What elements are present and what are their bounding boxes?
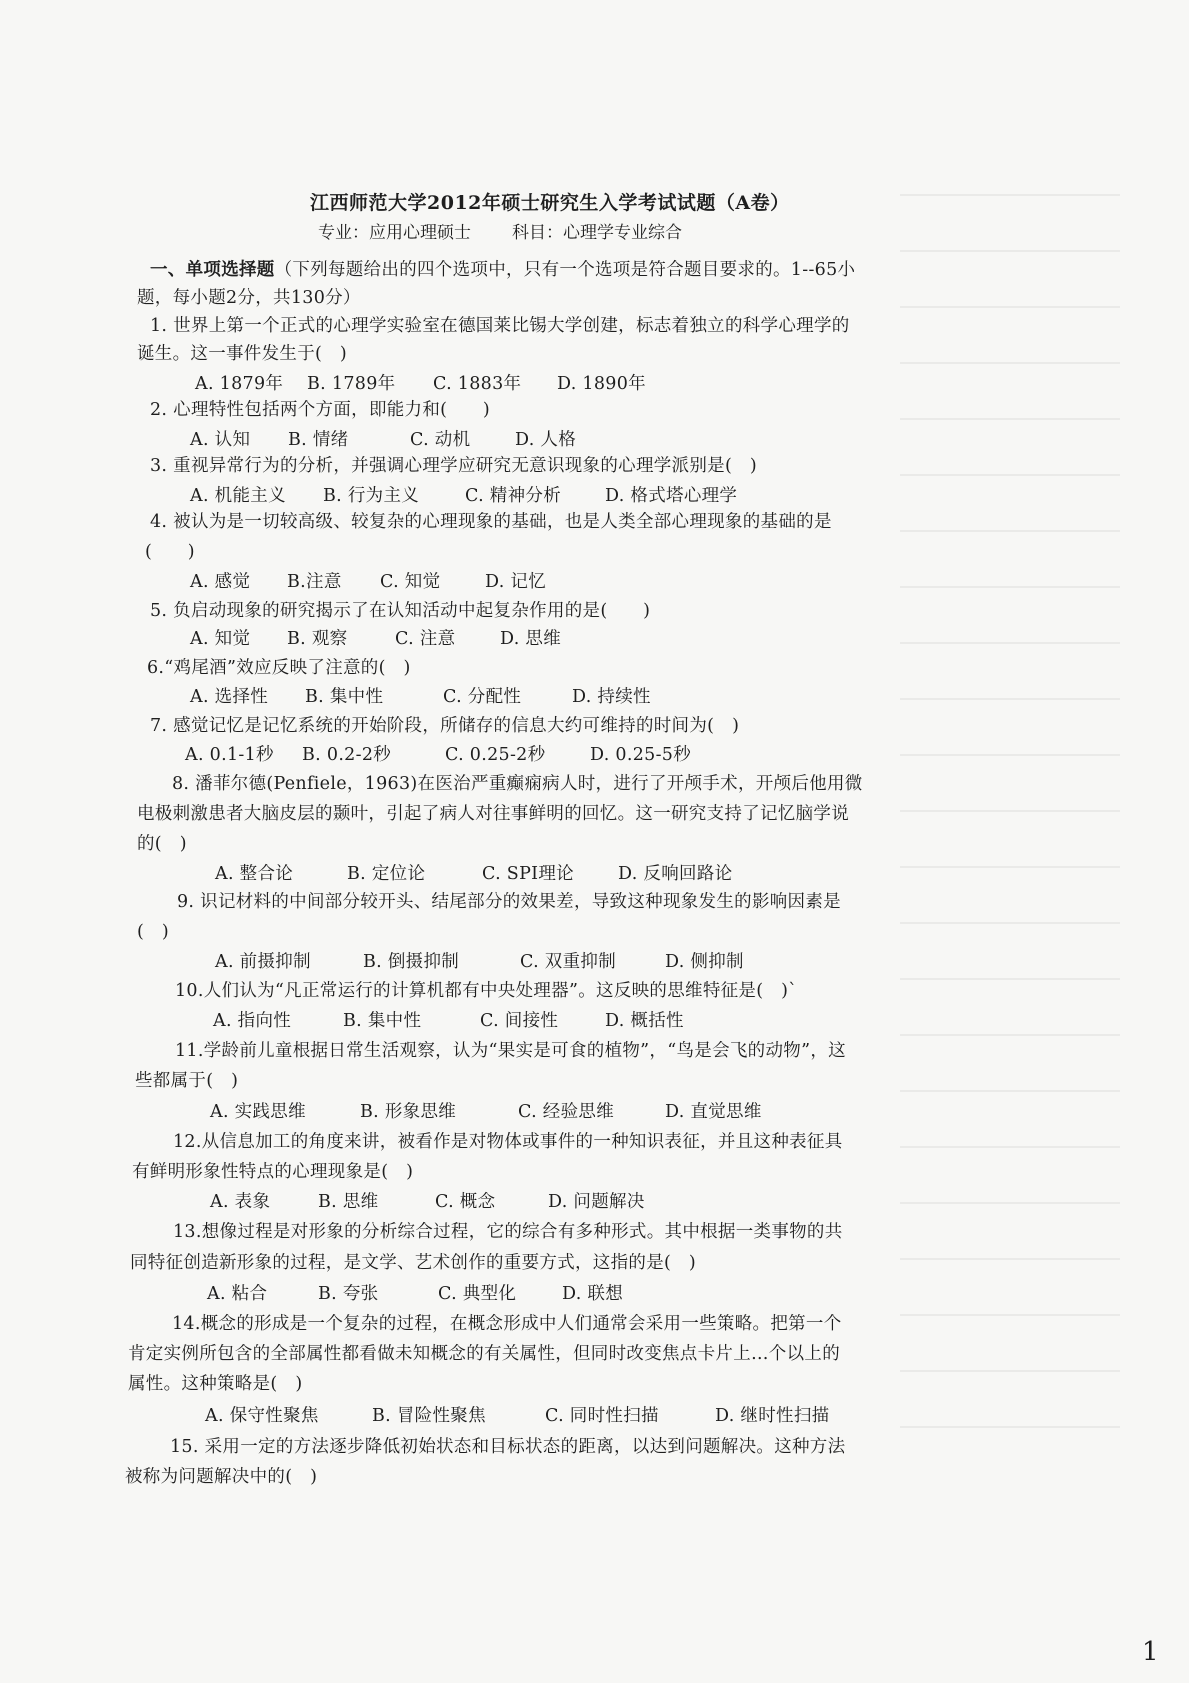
question-line: 7. 感觉记忆是记忆系统的开始阶段，所储存的信息大约可维持的时间为( ) [150, 716, 740, 736]
option-a: A. 感觉 [190, 572, 251, 592]
question-line: 9. 识记材料的中间部分较开头、结尾部分的效果差，导致这种现象发生的影响因素是 [177, 892, 841, 912]
question-line: 电极刺激患者大脑皮层的颞叶，引起了病人对往事鲜明的回忆。这一研究支持了记忆脑学说 [137, 804, 849, 824]
option-d: D. 0.25-5秒 [590, 745, 692, 765]
subject-label: 科目：心理学专业综合 [512, 223, 682, 243]
question-line: 13.想像过程是对形象的分析综合过程，它的综合有多种形式。其中根据一类事物的共 [173, 1222, 843, 1242]
option-a: A. 指向性 [213, 1011, 292, 1031]
option-c: C. 概念 [435, 1192, 496, 1212]
major-label: 专业：应用心理硕士 [318, 223, 471, 243]
question-line: 4. 被认为是一切较高级、较复杂的心理现象的基础，也是人类全部心理现象的基础的是 [150, 512, 832, 532]
option-a: A. 认知 [190, 430, 251, 450]
option-c: C. 1883年 [433, 374, 522, 394]
option-d: D. 持续性 [572, 687, 651, 707]
option-d: D. 侧抑制 [665, 952, 744, 972]
option-b: B. 冒险性聚焦 [372, 1406, 486, 1426]
option-d: D. 反响回路论 [618, 864, 733, 884]
question-line: 12.从信息加工的角度来讲，被看作是对物体或事件的一种知识表征，并且这种表征具 [173, 1132, 843, 1152]
bleed-through-texture [900, 170, 1120, 1470]
question-line: ( ) [137, 922, 170, 942]
option-b: B. 0.2-2秒 [302, 745, 392, 765]
option-a: A. 选择性 [190, 687, 269, 707]
question-line: 3. 重视异常行为的分析，并强调心理学应研究无意识现象的心理学派别是( ) [150, 456, 758, 476]
option-d: D. 概括性 [605, 1011, 684, 1031]
question-line: 肯定实例所包含的全部属性都看做未知概念的有关属性，但同时改变焦点卡片上…个以上的 [128, 1344, 840, 1364]
question-line: 同特征创造新形象的过程，是文学、艺术创作的重要方式，这指的是( ) [130, 1253, 697, 1273]
option-a: A. 粘合 [207, 1284, 268, 1304]
question-line: 诞生。这一事件发生于( ) [137, 344, 348, 364]
option-c: C. 分配性 [443, 687, 522, 707]
option-c: C. 精神分析 [465, 486, 561, 506]
option-a: A. 表象 [210, 1192, 271, 1212]
option-b: B. 1789年 [307, 374, 396, 394]
option-b: B. 行为主义 [323, 486, 420, 506]
option-a: A. 机能主义 [190, 486, 286, 506]
option-b: B. 情绪 [288, 430, 349, 450]
question-line: 11.学龄前儿童根据日常生活观察，认为“果实是可食的植物”，“鸟是会飞的动物”，这 [175, 1041, 846, 1061]
option-b: B. 集中性 [343, 1011, 422, 1031]
exam-title: 江西师范大学2012年硕士研究生入学考试试题（A卷） [310, 192, 790, 214]
section-intro-line2: 题，每小题2分，共130分） [137, 288, 361, 308]
option-c: C. 间接性 [480, 1011, 559, 1031]
question-line: 8. 潘菲尔德(Penfiele，1963)在医治严重癫痫病人时，进行了开颅手术，开颅后他用微 [172, 774, 863, 794]
option-c: C. 经验思维 [518, 1102, 614, 1122]
question-line: 10.人们认为“凡正常运行的计算机都有中央处理器”。这反映的思维特征是( )` [175, 981, 798, 1001]
option-b: B. 集中性 [305, 687, 384, 707]
option-a: A. 整合论 [215, 864, 294, 884]
option-b: B. 定位论 [347, 864, 426, 884]
option-c: C. 知觉 [380, 572, 441, 592]
option-a: A. 0.1-1秒 [185, 745, 274, 765]
question-line: 14.概念的形成是一个复杂的过程，在概念形成中人们通常会采用一些策略。把第一个 [172, 1314, 842, 1334]
option-a: A. 保守性聚焦 [205, 1406, 319, 1426]
option-d: D. 继时性扫描 [715, 1406, 830, 1426]
option-b: B.注意 [287, 572, 342, 592]
option-d: D. 联想 [562, 1284, 624, 1304]
question-line: 5. 负启动现象的研究揭示了在认知活动中起复杂作用的是( ) [150, 601, 651, 621]
option-b: B. 思维 [318, 1192, 379, 1212]
question-line: 有鲜明形象性特点的心理现象是( ) [132, 1162, 414, 1182]
section-intro-text: （下列每题给出的四个选项中，只有一个选项是符合题目要求的。1--65小 [274, 260, 856, 280]
option-a: A. 实践思维 [210, 1102, 306, 1122]
option-d: D. 人格 [515, 430, 577, 450]
option-c: C. 注意 [395, 629, 456, 649]
option-d: D. 格式塔心理学 [605, 486, 738, 506]
option-d: D. 记忆 [485, 572, 547, 592]
question-line: ( ) [145, 542, 195, 562]
option-a: A. 前摄抑制 [215, 952, 311, 972]
question-line: 的( ) [137, 834, 187, 854]
option-c: C. 0.25-2秒 [445, 745, 546, 765]
option-a: A. 1879年 [195, 374, 284, 394]
question-line: 2. 心理特性包括两个方面，即能力和( ) [150, 400, 491, 420]
page-number: 1 [1142, 1637, 1159, 1667]
option-c: C. 同时性扫描 [545, 1406, 659, 1426]
option-c: C. 双重抑制 [520, 952, 616, 972]
option-b: B. 倒摄抑制 [363, 952, 460, 972]
question-line: 些都属于( ) [135, 1071, 239, 1091]
question-line: 6.“鸡尾酒”效应反映了注意的( ) [147, 658, 411, 678]
option-d: D. 问题解决 [548, 1192, 645, 1212]
question-line: 15. 采用一定的方法逐步降低初始状态和目标状态的距离，以达到问题解决。这种方法 [170, 1437, 846, 1457]
section-heading: 一、单项选择题 [150, 260, 275, 280]
question-line: 被称为问题解决中的( ) [125, 1467, 318, 1487]
option-a: A. 知觉 [190, 629, 251, 649]
option-d: D. 思维 [500, 629, 562, 649]
option-c: C. 典型化 [438, 1284, 517, 1304]
option-b: B. 形象思维 [360, 1102, 457, 1122]
option-d: D. 直觉思维 [665, 1102, 762, 1122]
option-d: D. 1890年 [557, 374, 646, 394]
question-line: 属性。这种策略是( ) [128, 1374, 303, 1394]
option-b: B. 夸张 [318, 1284, 379, 1304]
option-b: B. 观察 [287, 629, 348, 649]
question-line: 1. 世界上第一个正式的心理学实验室在德国莱比锡大学创建，标志着独立的科学心理学的 [150, 316, 850, 336]
section-intro [150, 256, 855, 281]
option-c: C. 动机 [410, 430, 471, 450]
option-c: C. SPI理论 [482, 864, 574, 884]
